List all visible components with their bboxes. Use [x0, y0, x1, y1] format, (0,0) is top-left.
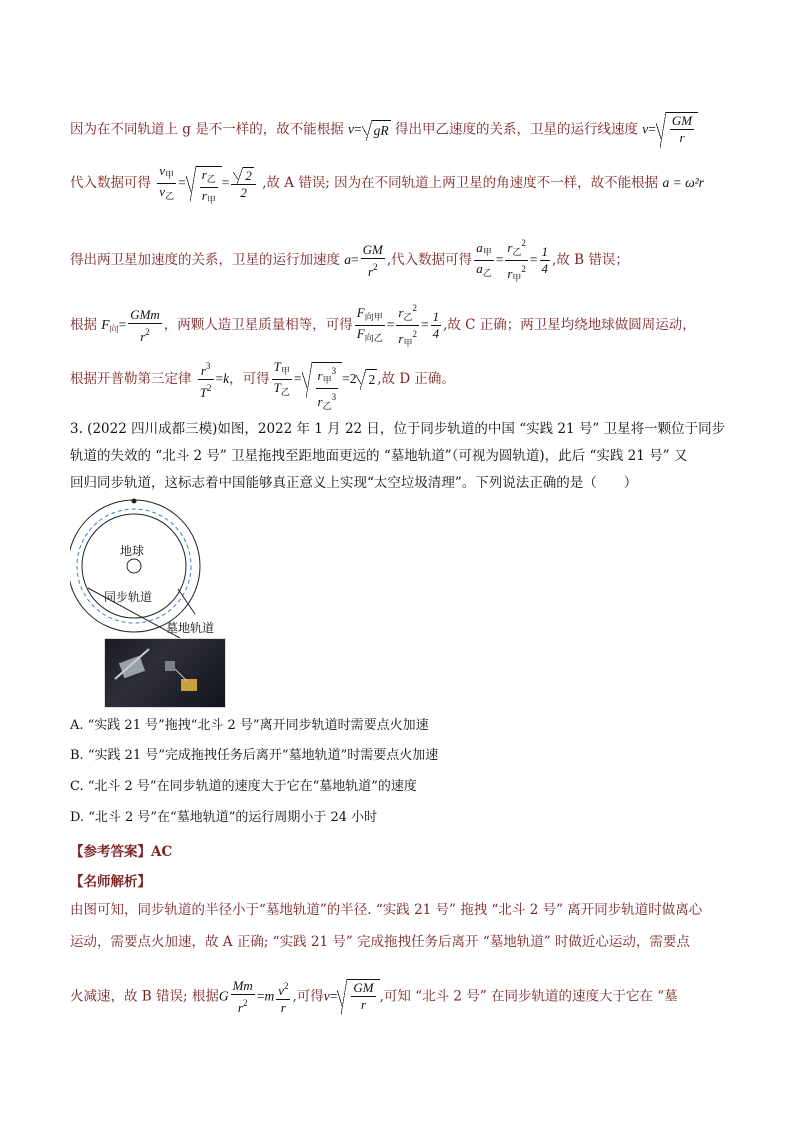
text: 得出甲乙速度的关系，卫星的运行线速度 [394, 121, 638, 138]
fraction-r-ratio-sq: $\frac{r_乙^2}{r_甲^2}$ [396, 300, 419, 351]
text: 代入数据可得 [70, 175, 151, 191]
explain-line-1: 由图可知，同步轨道的半径小于“墓地轨道”的半径. “实践 21 号” 拖拽 “北斗 2 号” 离开同步轨道时做离心 [70, 902, 703, 918]
fraction-r-ratio-sq: $\frac{r_乙^2}{r_甲^2}$ [505, 235, 528, 286]
fraction-1-4: $\frac{1}{4}$ [541, 244, 549, 276]
earth-circle [127, 559, 141, 573]
fraction-sqrt2-2: $\frac{2}{2}$ [231, 166, 256, 201]
solution-line-2: 代入数据可得 $\frac{v_甲}{v_乙}$ = $\frac{r_乙}{r_甲}$ = $\frac{2}{2}$ ,故 A 错误; 因为在不同轨道上两卫星的角速度不一样，故不能根据 a = ω²r [70, 163, 734, 204]
text: ,故 D 正确。 [377, 371, 455, 387]
question-line-1: 3. (2022 四川成都三模)如图，2022 年 1 月 22 日，位于同步轨道的中国 “实践 21 号” 卫星将一颗位于同步 [70, 421, 726, 437]
grave-leader-line [178, 589, 195, 614]
grave-label: 墓地轨道 [166, 621, 215, 635]
fraction-GMm-r2: $\frac{\text{GMm}}{r^2}$ [130, 306, 160, 344]
text: ，两颗人造卫星质量相等，可得 [163, 317, 353, 333]
question-line-3: 回归同步轨道，这标志着中国能够真正意义上实现“太空垃圾清理”。下列说法正确的是（ ） [70, 475, 638, 491]
fraction-v-ratio: $\frac{v_甲}{v_乙}$ [159, 163, 175, 201]
option-a: A. “实践 21 号”拖拽“北斗 2 号”离开同步轨道时需要点火加速 [70, 718, 429, 733]
question-3 [70, 416, 734, 497]
fraction-T-ratio: $\frac{T_甲}{T_乙}$ [273, 359, 290, 397]
fraction-r3-T2: $\frac{r^3}{T^2}$ [198, 358, 214, 401]
option-d: D. “北斗 2 号”在“墓地轨道”的运行周期小于 24 小时 [70, 810, 378, 825]
fraction-GM-r2: $\frac{GM}{r^2}$ [362, 241, 383, 279]
grave-orbit-circle [70, 500, 200, 632]
text: ,故 C 正确；两卫星均绕地球做圆周运动， [443, 317, 696, 333]
sync-orbit-dashed [77, 509, 191, 623]
sync-label: 同步轨道 [104, 590, 153, 604]
sqrt-GM-r: $\frac{GM}{r}$ [656, 112, 698, 148]
solution-line-5: 根据开普勒第三定律 $\frac{r^3}{T^2}$ =k，可得 $\frac{T_甲}{T_乙}$ = $\frac{r_甲^3}{r_乙^3}$ =2 2 ,故 D 正确。 [70, 358, 734, 401]
explain-line-3: 火减速，故 B 错误; 根据G $\frac{Mm}{r^2}$ =m $\frac{v^2}{r}$ ,可得v= $\frac{GM}{r}$ ,可知 “北斗 2 号” 在同步轨道的速度大于它在 “墓 [70, 978, 678, 1015]
text: ,故 A 错误; 因为在不同轨道上两卫星的角速度不一样，故不能根据 [262, 175, 659, 191]
text: ,代入数据可得 [386, 252, 473, 268]
text: ,故 B 错误； [552, 252, 629, 268]
solution-line-1: 因为在不同轨道上 g 是不一样的，故不能根据 v= gR 得出甲乙速度的关系，卫星的运行线速度 v= $\frac{GM}{r}$ [70, 112, 734, 148]
fraction-F-ratio: $\frac{F_{向甲}}{F_{向乙}}$ [356, 305, 383, 343]
option-c: C. “北斗 2 号”在同步轨道的速度大于它在“墓地轨道”的速度 [70, 779, 417, 794]
math-formula: a = ω²r [662, 175, 704, 190]
explain-line-2: 运动，需要点火加速，故 A 正确; “实践 21 号” 完成拖拽任务后离开 “墓地轨道” 时做近心运动，需要点 [70, 934, 690, 950]
text: 根据 [70, 317, 97, 333]
text: 因为在不同轨道上 g 是不一样的，故不能根据 [70, 121, 344, 138]
solution-line-3: 得出两卫星加速度的关系，卫星的运行加速度 a= $\frac{GM}{r^2}$ ,代入数据可得 $\frac{a_甲}{a_乙}$ = $\frac{r_乙^2}{r_甲^2}$ = $\frac{1}{4}$ ,故 B 错误； [70, 235, 734, 286]
text: ，可得 [229, 371, 270, 387]
math-var: v [642, 121, 649, 137]
analysis-title: 【名师解析】 [70, 874, 151, 890]
satellite-photo [104, 638, 226, 708]
math-eq: = [354, 121, 362, 137]
sqrt-r-ratio: $\frac{r_乙}{r_甲}$ [186, 166, 222, 202]
text: 得出两卫星加速度的关系，卫星的运行加速度 [70, 252, 340, 268]
earth-label: 地球 [120, 544, 145, 558]
sqrt-r3-ratio: $\frac{r_甲^3}{r_乙^3}$ [302, 362, 343, 398]
math-var: v [348, 121, 355, 137]
text: 根据开普勒第三定律 [70, 371, 192, 387]
answer: 【参考答案】AC [70, 844, 173, 860]
fraction-1-4: $\frac{1}{4}$ [432, 309, 440, 341]
sqrt-gR: gR [362, 120, 391, 141]
fraction-a-ratio: $\frac{a_甲}{a_乙}$ [476, 240, 492, 278]
solution-line-4: 根据 $F_向=$ $\frac{\text{GMm}}{r^2}$ ，两颗人造卫星质量相等，可得 $\frac{F_{向甲}}{F_{向乙}}$ = $\frac{r_乙^2}{r_甲^2}$ = $\frac{1}{4}$ ,故 C 正确；两卫星均绕地球做圆周运动， [70, 300, 734, 351]
option-b: B. “实践 21 号”完成拖拽任务后离开“墓地轨道”时需要点火加速 [70, 748, 439, 763]
satellite-dot [132, 499, 137, 504]
question-line-2: 轨道的失效的 “北斗 2 号” 卫星拖拽至距地面更远的 “墓地轨道”（可视为圆轨道)，此后 “实践 21 号” 又 [70, 448, 688, 464]
